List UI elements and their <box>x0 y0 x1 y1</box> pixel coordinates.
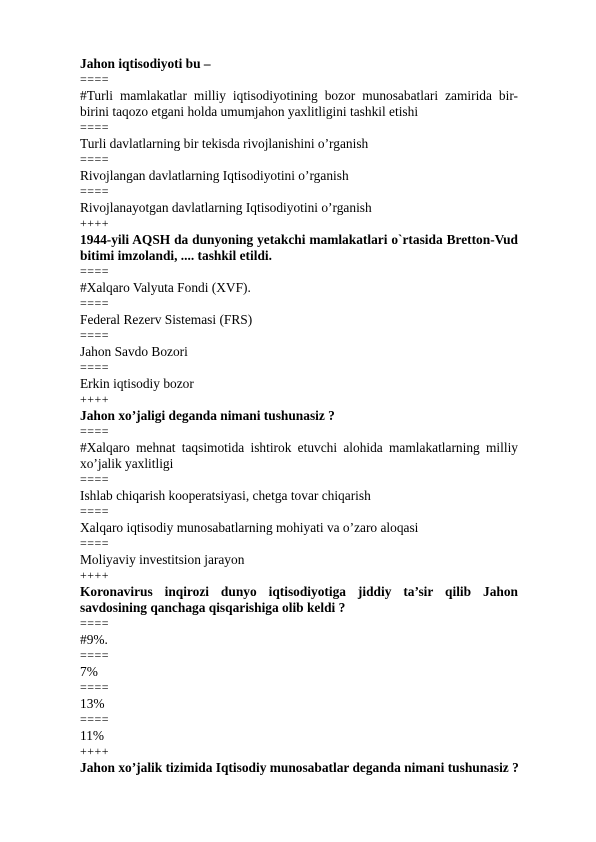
question-text: Jahon xo’jaligi deganda nimani tushunasiz ? <box>80 408 335 423</box>
answer-option: Rivojlangan davlatlarning Iqtisodiyotini o’rganish <box>80 168 349 183</box>
answer-option: 13% <box>80 696 105 711</box>
answer-option: Ishlab chiqarish kooperatsiyasi, chetga tovar chiqarish <box>80 488 371 503</box>
separator: ==== <box>80 120 110 134</box>
question-text: 1944-yili AQSH da dunyoning yetakchi mamlakatlari o`rtasida Bretton-Vud bitimi imzolandi, .... tashkil etildi. <box>80 232 518 263</box>
question-text: Jahon iqtisodiyoti bu – <box>80 56 211 71</box>
question-text: Jahon xo’jalik tizimida Iqtisodiy munosabatlar deganda nimani tushunasiz ? <box>80 760 519 775</box>
separator: ==== <box>80 536 110 550</box>
answer-option: Erkin iqtisodiy bozor <box>80 376 194 391</box>
separator: ++++ <box>80 216 110 230</box>
separator: ==== <box>80 184 110 198</box>
separator: ==== <box>80 648 110 662</box>
separator: ==== <box>80 72 110 86</box>
separator: ++++ <box>80 744 110 758</box>
document-page <box>80 56 518 776</box>
separator: ==== <box>80 152 110 166</box>
separator: ==== <box>80 472 110 486</box>
separator: ==== <box>80 360 110 374</box>
separator: ==== <box>80 616 110 630</box>
separator: ++++ <box>80 392 110 406</box>
answer-option: 11% <box>80 728 105 743</box>
separator: ==== <box>80 424 110 438</box>
separator: ==== <box>80 264 110 278</box>
answer-option: #Turli mamlakatlar milliy iqtisodiyotining bozor munosabatlari zamirida bir-birini taqozo etgani holda umumjahon yaxlitligini tashkil etishi <box>80 88 518 119</box>
answer-option: Turli davlatlarning bir tekisda rivojlanishini o’rganish <box>80 136 369 151</box>
answer-option: Federal Rezerv Sistemasi (FRS) <box>80 312 253 327</box>
question-text: Koronavirus inqirozi dunyo iqtisodiyotiga jiddiy ta’sir qilib Jahon savdosining qanchaga qisqarishiga olib keldi ? <box>80 584 518 615</box>
answer-option: #Xalqaro mehnat taqsimotida ishtirok etuvchi alohida mamlakatlarning milliy xo’jalik yaxlitligi <box>80 440 518 471</box>
separator: ==== <box>80 680 110 694</box>
separator: ==== <box>80 504 110 518</box>
separator: ==== <box>80 328 110 342</box>
separator: ++++ <box>80 568 110 582</box>
answer-option: #9%. <box>80 632 108 647</box>
answer-option: #Xalqaro Valyuta Fondi (XVF). <box>80 280 251 295</box>
answer-option: Jahon Savdo Bozori <box>80 344 188 359</box>
answer-option: Rivojlanayotgan davlatlarning Iqtisodiyotini o’rganish <box>80 200 372 215</box>
answer-option: Moliyaviy investitsion jarayon <box>80 552 245 567</box>
separator: ==== <box>80 296 110 310</box>
separator: ==== <box>80 712 110 726</box>
answer-option: Xalqaro iqtisodiy munosabatlarning mohiyati va o’zaro aloqasi <box>80 520 419 535</box>
answer-option: 7% <box>80 664 98 679</box>
